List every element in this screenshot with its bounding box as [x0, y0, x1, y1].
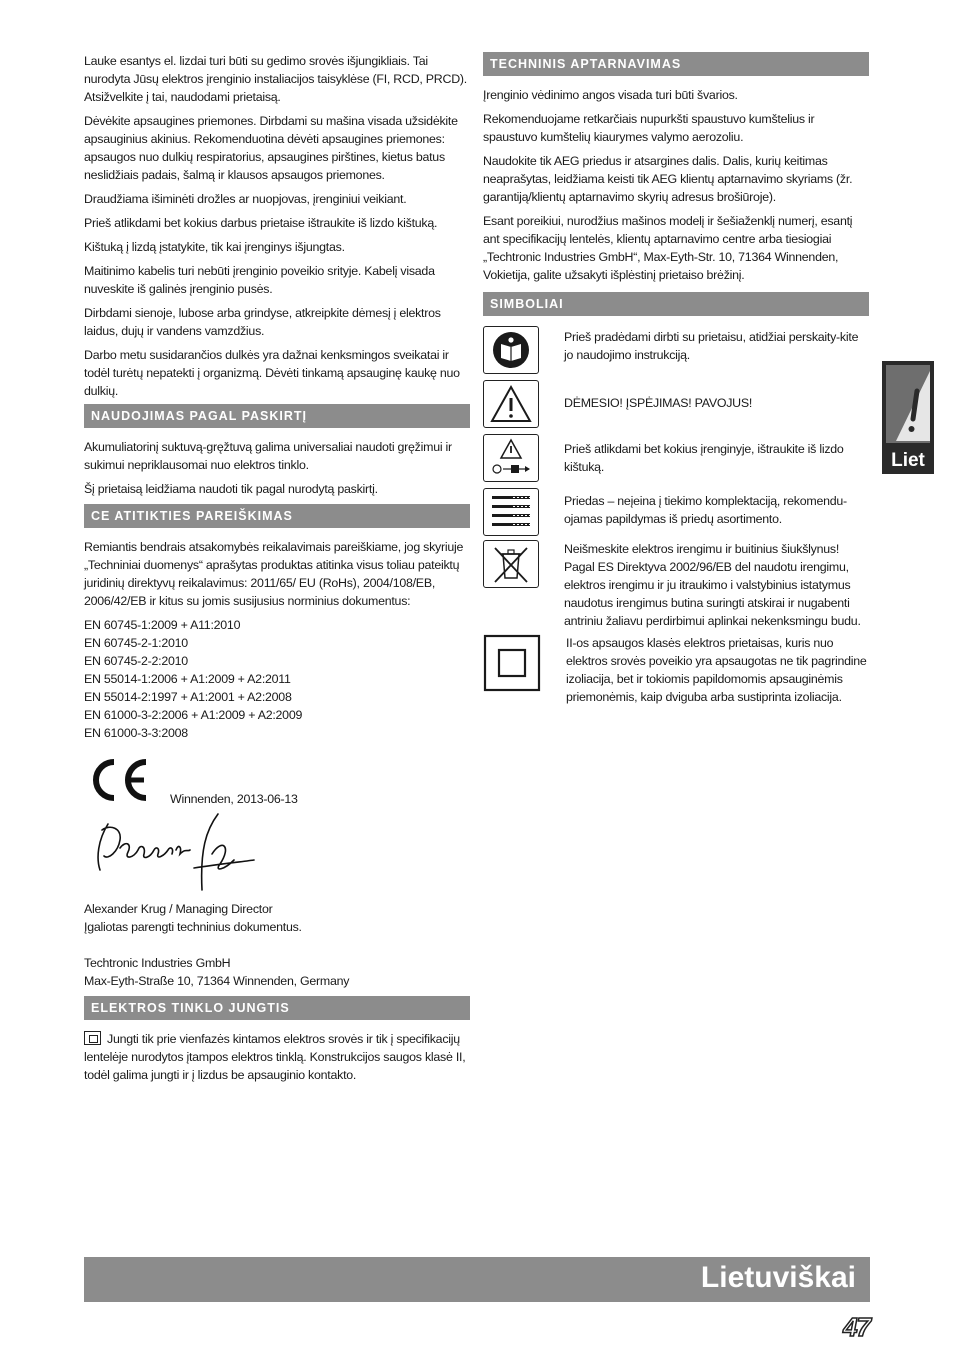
paragraph: Dirbdami sienoje, lubose arba grindyse, atkreipkite dėmesį į elektros laidus, dujų ir vandens vamzdžius. [84, 306, 441, 338]
section-heading-symbols: SIMBOLIAI [483, 292, 869, 316]
ce-mark-icon [84, 756, 164, 804]
standard-item: EN 60745-2-2:2010 [84, 654, 188, 668]
page-number: 47 [843, 1312, 870, 1342]
company-name: Techtronic Industries GmbH [84, 956, 231, 970]
paragraph: Dėvėkite apsaugines priemones. Dirbdami su mašina visada užsidėkite apsauginius akinius. Rekomenduotina dėvėti apsaugines priemones: apsaugos nuo dulkių respiratorius, apsaugines pirštines, kietus batus neslidžiais padais, šalmą ir klausos apsaugos priemones. [84, 114, 458, 182]
class-two-icon [84, 1031, 101, 1045]
language-side-tab [882, 361, 934, 474]
symbol-text: Neišmeskite elektros irengimu ir buitinius šiukšlynus! Pagal ES Direktyva 2002/96/EB del naudotu irengimu, elektros irengimu ir ju itraukimo i valstybinius istatymus naudotus irengimus butina suringti atskirai ir nugabenti antriniu žaliavu perdirbimui aplinkai nekenksmingu budu. [564, 542, 861, 628]
right-column [483, 52, 869, 710]
standard-item: EN 61000-3-3:2008 [84, 726, 188, 740]
symbol-row [483, 380, 869, 428]
paragraph: Prieš atlikdami bet kokius darbus prietaise ištraukite iš lizdo kištuką. [84, 216, 438, 230]
exclamation-icon [886, 365, 930, 443]
paragraph: Draudžiama išiminėti drožles ar nuopjovas, įrenginiui veikiant. [84, 192, 407, 206]
standard-item: EN 60745-2-1:2010 [84, 636, 188, 650]
section-heading-service: TECHNINIS APTARNAVIMAS [483, 52, 869, 76]
paragraph: Rekomenduojame retkarčiais nupurkšti spaustuvo kumštelius ir spaustuvo kumštelių kiaurymes valymo aerozoliu. [483, 112, 815, 144]
class-two-icon [483, 634, 541, 692]
paragraph: Įrenginio vėdinimo angos visada turi būti švarios. [483, 88, 738, 102]
footer-title: Lietuviškai [700, 1261, 856, 1294]
symbol-text: DĖMESIO! ĮSPĖJIMAS! PAVOJUS! [564, 396, 753, 410]
symbol-row [483, 488, 869, 536]
signatory-block [84, 900, 470, 936]
crossed-bin-icon [483, 540, 539, 588]
paragraph: Lauke esantys el. lizdai turi būti su gedimo srovės išjungikliais. Tai nurodyta Jūsų elektros įrenginio instaliacijos taisyklėse (FI, RCD, PRCD). Atsižvelkite į tai, naudodami prietaisą. [84, 54, 467, 104]
mains-paragraph [84, 1030, 470, 1084]
company-address: Max-Eyth-Straße 10, 71364 Winnenden, Germany [84, 974, 350, 988]
symbol-row [483, 634, 869, 706]
paragraph: Akumuliatorinį suktuvą-gręžtuvą galima universaliai naudoti gręžimui ir sukimui nepriklausomai nuo elektros tinklo. [84, 440, 452, 472]
paragraph: Esant poreikiui, nurodžius mašinos modelį ir šešiaženklį numerį, esantį ant specifikacijų lentelės, klientų aptarnavimo centre arba tiesiogiai „Techtronic Industries GmbH“, Max-Eyth-Str. 10, 71364 Winnenden, Vokietija, galite užsakyti išplėstinį prietaiso brėžinį. [483, 214, 853, 282]
unplug-warning-icon [483, 434, 539, 482]
drill-bits-icon [483, 488, 539, 536]
symbol-text: II-os apsaugos klasės elektros prietaisas, kuris nuo elektros srovės poveikio yra apsaugotas ne tik pagrindine izoliacija, bet ir tokiomis papildomomis apsauginėmis priemonėmis, kaip dviguba arba sustiprinta izoliacija. [566, 636, 867, 704]
standards-list [84, 616, 470, 742]
section-heading-mains: ELEKTROS TINKLO JUNGTIS [84, 996, 470, 1020]
language-label: Liet [891, 450, 925, 471]
warning-triangle-icon [483, 380, 539, 428]
section-heading-usage: NAUDOJIMAS PAGAL PASKIRTĮ [84, 404, 470, 428]
read-manual-icon [483, 326, 539, 374]
left-column [84, 52, 470, 1090]
paragraph: Šį prietaisą leidžiama naudoti tik pagal nurodytą paskirtį. [84, 482, 378, 496]
paragraph: Naudokite tik AEG priedus ir atsargines dalis. Dalis, kurių keitimas neaprašytas, leidžiama keisti tik AEG klientų aptarnavimo skyriams (žr. garantiją/klientų aptarnavimo skyrių adresus brošiūroje). [483, 154, 853, 204]
section-heading-ce: CE ATITIKTIES PAREIŠKIMAS [84, 504, 470, 528]
standard-item: EN 55014-1:2006 + A1:2009 + A2:2011 [84, 672, 291, 686]
symbol-row [483, 540, 869, 630]
ce-mark-row [84, 756, 470, 804]
authorized-text: Įgaliotas parengti techninius dokumentus. [84, 920, 302, 934]
footer-bar [84, 1257, 870, 1302]
place-date: Winnenden, 2013-06-13 [170, 792, 298, 806]
paragraph: Maitinimo kabelis turi nebūti įrenginio poveikio srityje. Kabelį visada nuveskite iš galinės įrenginio pusės. [84, 264, 435, 296]
standard-item: EN 60745-1:2009 + A11:2010 [84, 618, 241, 632]
company-block [84, 954, 470, 990]
standard-item: EN 61000-3-2:2006 + A1:2009 + A2:2009 [84, 708, 303, 722]
paragraph: Kištuką į lizdą įstatykite, tik kai įrenginys išjungtas. [84, 240, 345, 254]
mains-text: Jungti tik prie vienfazės kintamos elektros srovės ir tik į specifikacijų lentelėje nurodytos įtampos elektros tinklą. Konstrukcijos saugos klasė II, todėl galima jungti ir į lizdus be apsauginio kontakto. [84, 1032, 466, 1082]
symbol-row [483, 434, 869, 482]
paragraph: Darbo metu susidarančios dulkės yra dažnai kenksmingos sveikatai ir todėl turėtų nepatekti į organizmą. Dėvėti tinkamą apsauginę kaukę nuo dulkių. [84, 348, 460, 398]
signature-image [90, 810, 260, 894]
symbol-text: Prieš pradėdami dirbti su prietaisu, atidžiai perskaity-kite jo naudojimo instrukciją. [564, 330, 859, 362]
symbol-row [483, 326, 869, 374]
symbol-text: Priedas – neįeina į tiekimo komplektaciją, rekomendu-ojamas papildymas iš priedų asortimento. [564, 494, 847, 526]
ce-paragraph: Remiantis bendrais atsakomybės reikalavimais pareiškiame, jog skyriuje „Techniniai duomenys“ aprašytas produktas atitinka visus toliau pateiktų juridinių direktyvų reikalavimus: 2011/65/ EU (RoHs), 2004/108/EB, 2006/42/EB ir kitus su jomis susijusius norminius dokumentus: [84, 540, 464, 608]
signatory: Alexander Krug / Managing Director [84, 902, 273, 916]
standard-item: EN 55014-2:1997 + A1:2001 + A2:2008 [84, 690, 292, 704]
symbol-text: Prieš atlikdami bet kokius įrenginyje, ištraukite iš lizdo kištuką. [564, 442, 844, 474]
